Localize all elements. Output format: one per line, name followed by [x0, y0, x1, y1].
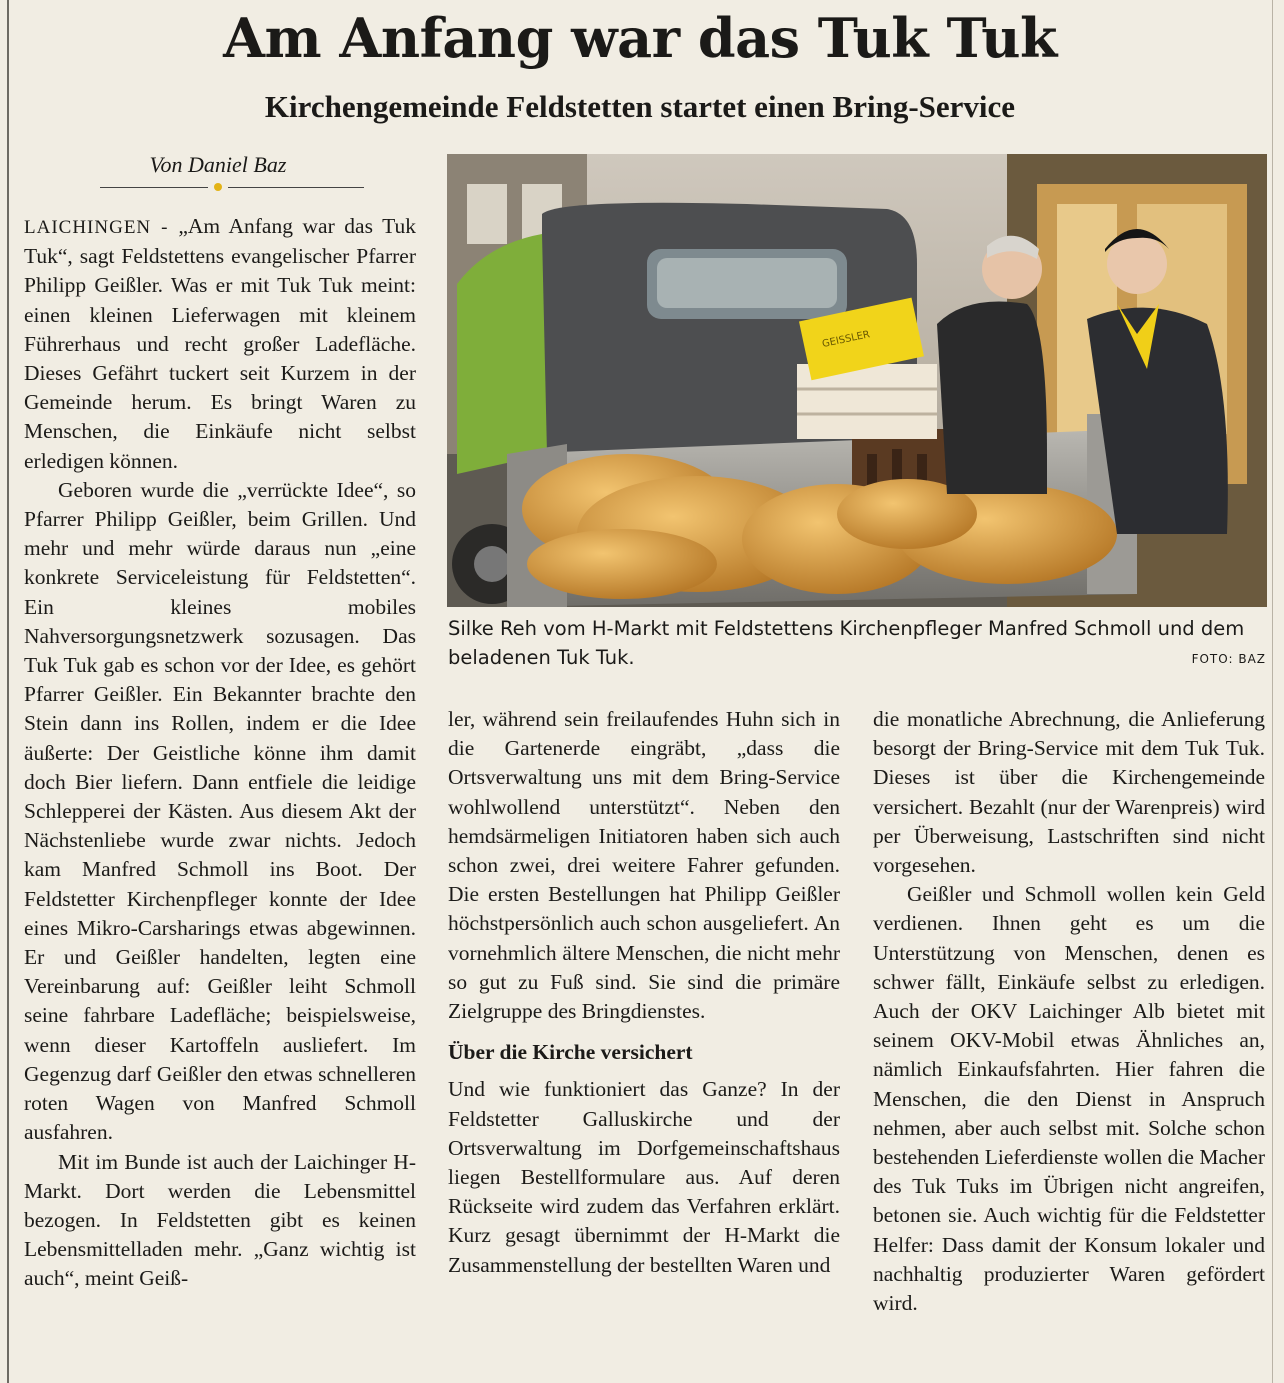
byline-dot-icon [214, 183, 222, 191]
paragraph-2: Geboren wurde die „verrückte Idee“, so Pfarrer Philipp Geißler, beim Grillen. Und mehr und mehr würde daraus nun „eine konkrete Serviceleistung für Feldstetten“. Ein kleines mobiles Nahversorgungsnetzwerk sozusagen. Das Tuk Tuk gab es schon vor der Idee, es gehört Pfarrer Geißler. Ein Bekannter brachte den Stein dann ins Rollen, indem er die Idee äußerte: Der Geistliche könne ihm damit doch Bier liefern. Dann entfiele die leidige Schlepperei der Kästen. Aus diesem Akt der Nächstenliebe wurde zwar nichts. Jedoch kam Manfred Schmoll ins Boot. Der Feldstetter Kirchenpfleger konnte der Idee eines Mikro-Carsharings etwas abgewinnen. Er und Geißler handelten, legten eine Vereinbarung auf: Geißler leiht Schmoll seine fahrbare Ladefläche; beispielsweise, wenn dieser Kartoffeln ausliefert. Im Gegenzug darf Geißler den etwas schnelleren roten Wagen von Manfred Schmoll ausfahren. [24, 477, 416, 1145]
byline-rule-left [100, 187, 208, 188]
paragraph-7: Geißler und Schmoll wollen kein Geld verdienen. Ihnen geht es um die Unterstützung von Menschen, denen es schwer fällt, Einkäufe selbst zu erledigen. Auch der OKV Laichinger Alb bietet mit seinem OKV-Mobil etwas Ähnliches an, nämlich Einkaufsfahrten. Hier fahren die Menschen, die den Dienst in Anspruch nehmen, aber auch selbst mit. Solche schon bestehenden Lieferdienste wollen die Macher des Tuk Tuks im Übrigen nicht angreifen, betonen sie. Auch wichtig für die Feldstetter Helfer: Dass damit der Konsum lokaler und nachhaltig produzierter Waren gefördert wird. [873, 882, 1265, 1316]
section-subtitle: Über die Kirche versichert [448, 1040, 693, 1065]
paragraph-1-text: „Am Anfang war das Tuk Tuk“, sagt Feldstettens evangelischer Pfarrer Philipp Geißler. Was er mit Tuk Tuk meint: einen kleinen Lieferwagen mit kleinem Führerhaus und recht großer Ladefläche. Dieses Gefährt tuckert seit Kurzem in der Gemeinde herum. Es bringt Waren zu Menschen, die Einkäufe nicht selbst erledigen können. [24, 214, 416, 473]
byline: Von Daniel Baz [149, 152, 287, 177]
paragraph-1 [24, 212, 416, 476]
column-rule-left [7, 0, 9, 1383]
crate-label: GEISSLER [821, 329, 871, 351]
column-rule-right [1272, 0, 1273, 1383]
paragraph-3: Mit im Bunde ist auch der Laichinger H-Markt. Dort werden die Lebensmittel bezogen. In Feldstetten gibt es keinen Lebensmittelladen mehr. „Ganz wichtig ist auch“, meint Geiß- [24, 1149, 416, 1291]
photo-tuk-tuk-with-potatoes [447, 154, 1267, 607]
subheadline: Kirchengemeinde Feldstetten startet einen Bring-Service [264, 89, 1016, 124]
article-column-3 [873, 705, 1265, 1318]
photo-caption: Silke Reh vom H-Markt mit Feldstettens Kirchenpfleger Manfred Schmoll und dem beladenen Tuk Tuk. [448, 617, 1245, 669]
crate-stack [797, 298, 937, 439]
paragraph-5: Und wie funktioniert das Ganze? In der Feldstetter Galluskirche und der Ortsverwaltung im Dorfgemeinschaftshaus liegen Bestellformulare aus. Auf deren Rückseite wird zudem das Verfahren erklärt. Kurz gesagt übernimmt der H-Markt die Zusammenstellung der bestellten Waren und [448, 1077, 840, 1277]
dateline: LAICHINGEN - [24, 217, 179, 238]
article-photo [447, 154, 1267, 607]
article-column-1 [24, 212, 416, 1294]
paragraph-6: die monatliche Abrechnung, die Anlieferung besorgt der Bring-Service mit dem Tuk Tuk. Dieses ist über die Kirchengemeinde versichert. Bezahlt (nur der Warenpreis) wird per Überweisung, Lastschriften sind nicht vorgesehen. [873, 707, 1265, 878]
headline: Am Anfang war das Tuk Tuk [223, 6, 1057, 70]
byline-rule-right [228, 187, 364, 188]
photo-credit: FOTO: BAZ [1191, 652, 1266, 666]
paragraph-4: ler, während sein freilaufendes Huhn sich in die Gartenerde eingräbt, „dass die Ortsverwaltung uns mit dem Bring-Service wohlwollend unterstützt“. Neben den hemdsärmeligen Initiatoren haben sich auch schon zwei, drei weitere Fahrer gefunden. Die ersten Bestellungen hat Philipp Geißler höchstpersönlich auch schon ausgeliefert. An vornehmlich ältere Menschen, die nicht mehr so gut zu Fuß sind. Sie sind die primäre Zielgruppe des Bringdienstes. [448, 707, 840, 1024]
article-column-2 [448, 705, 840, 1280]
